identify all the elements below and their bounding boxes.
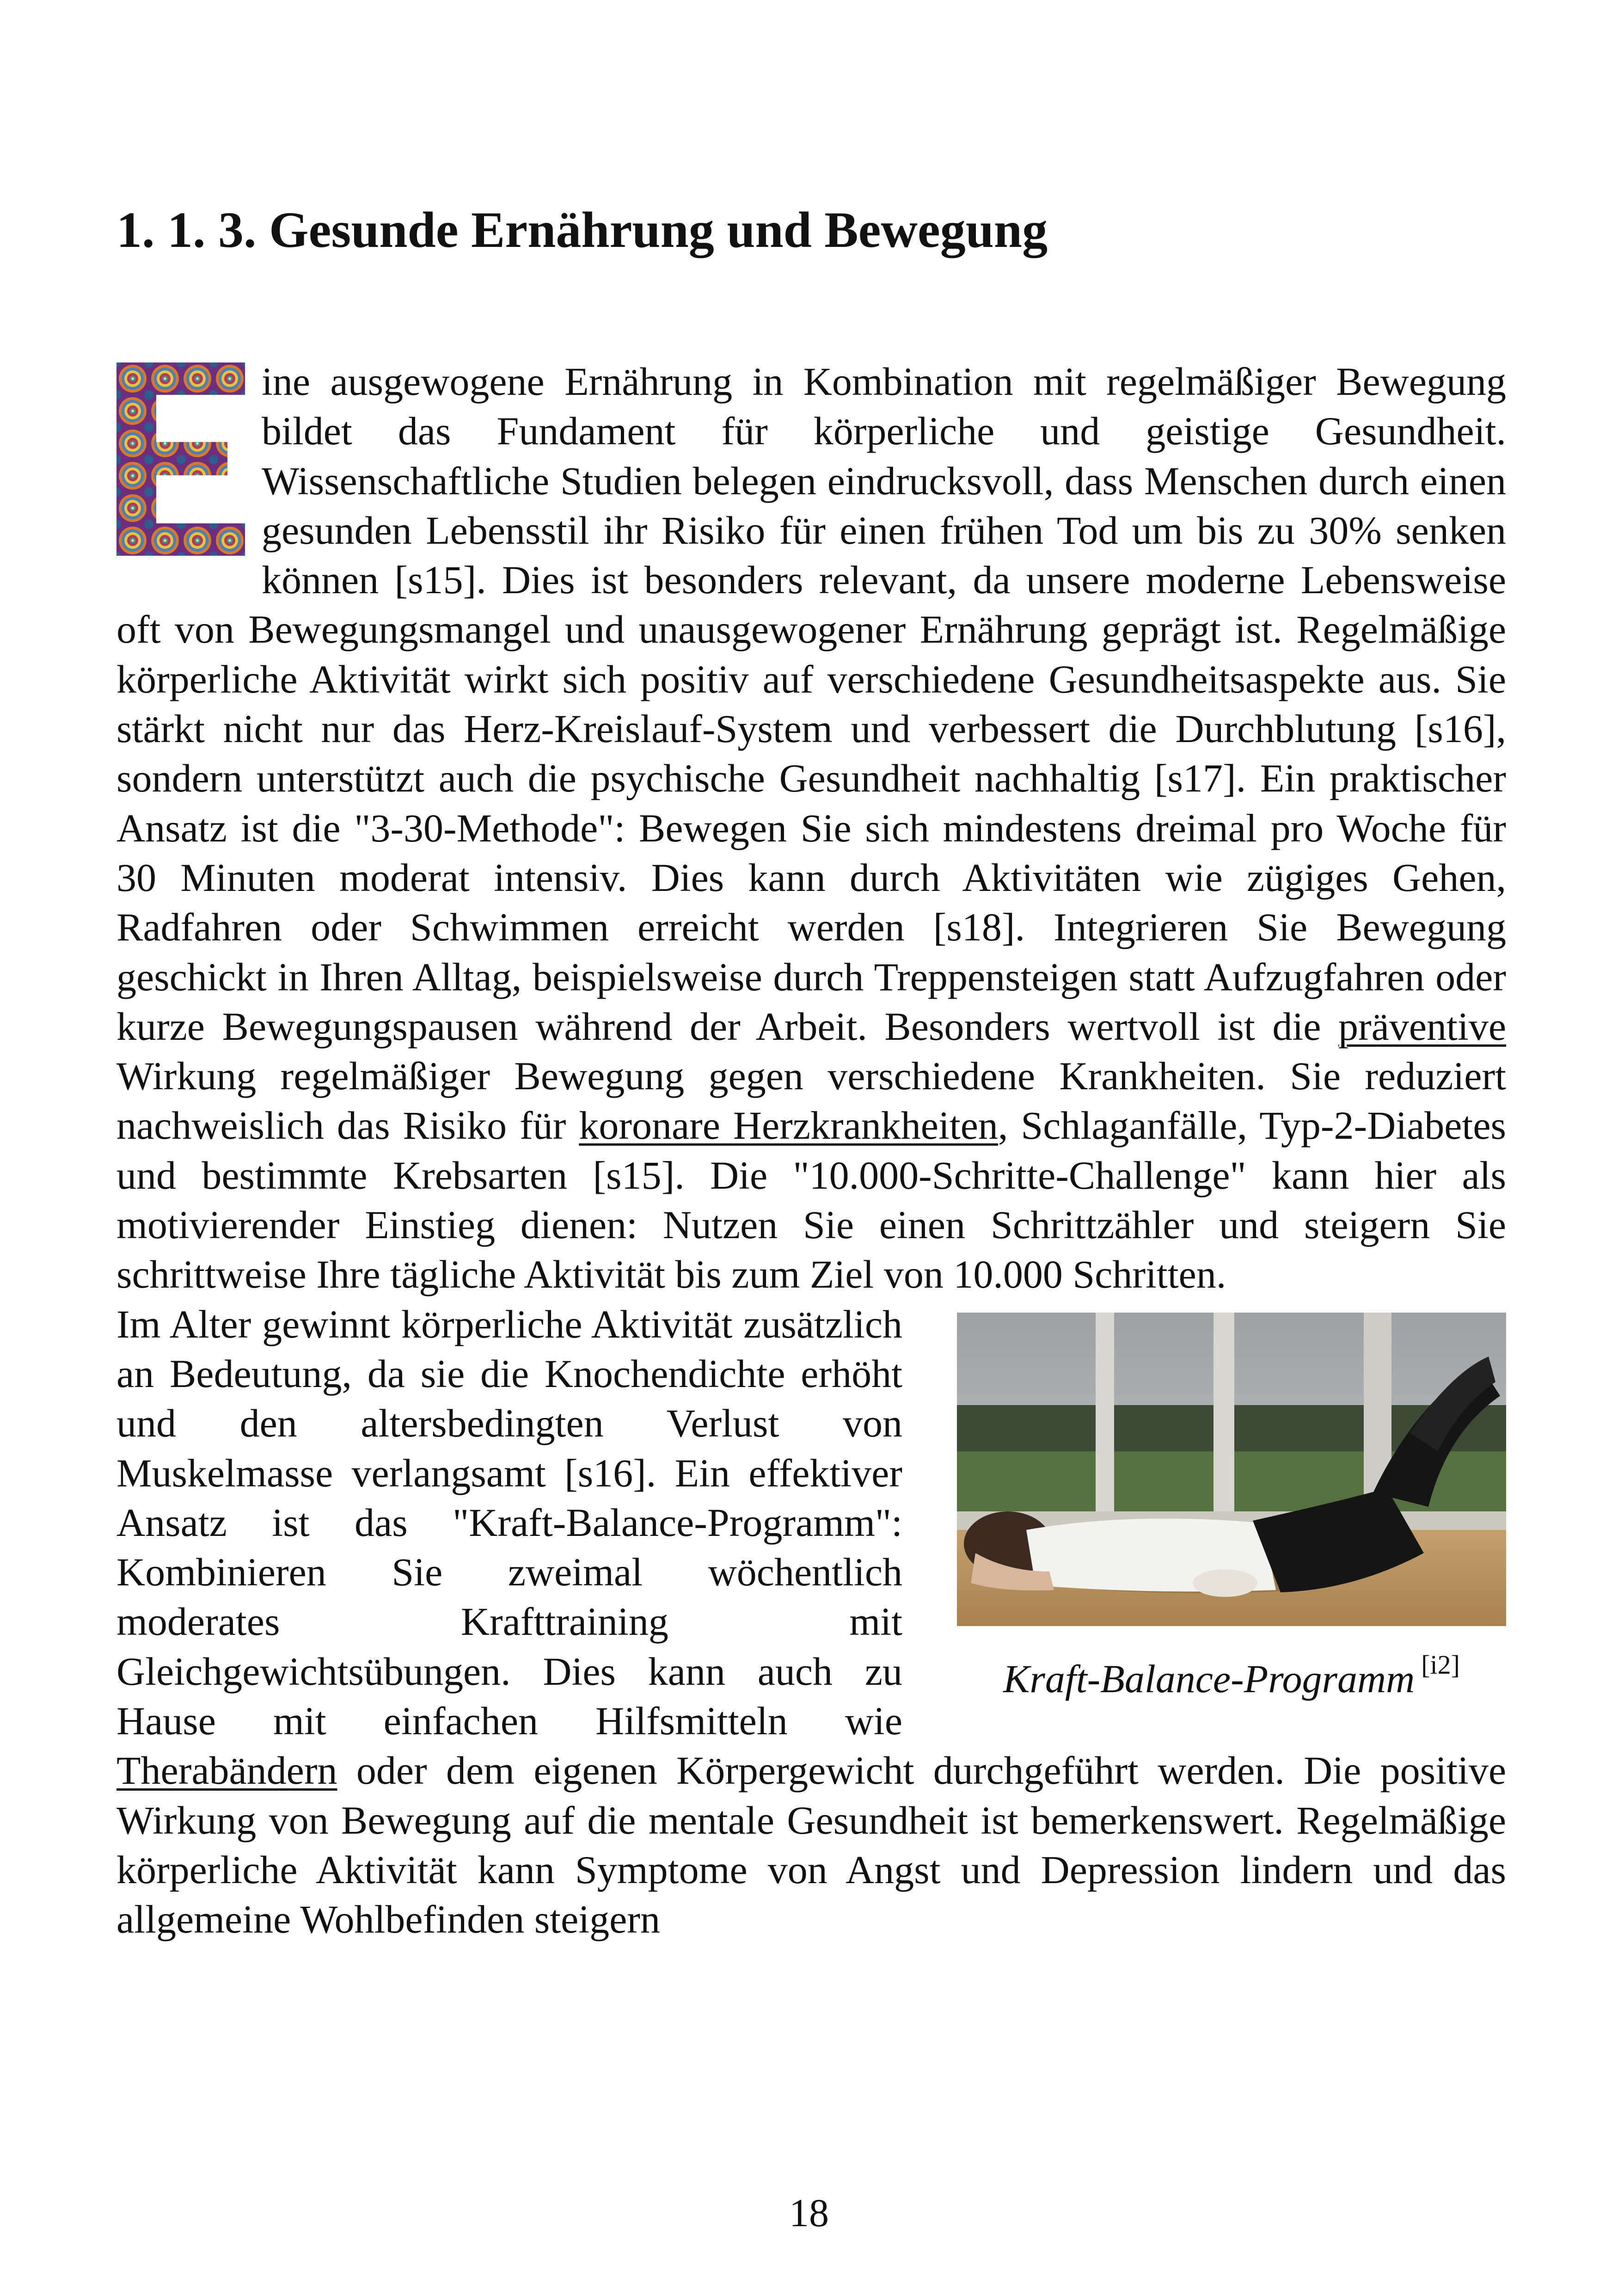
link-therabaendern[interactable]: Therabändern [116,1748,337,1793]
page-number: 18 [789,2191,829,2235]
paragraph-2 [116,1300,1506,1945]
exercise-photo [957,1313,1506,1626]
figure-caption-text: Kraft-Balance-Programm [1003,1656,1415,1701]
ornamental-e-icon [116,362,245,556]
dropcap-letter-e [116,362,245,556]
figure [957,1313,1506,1702]
paragraph-2-text: Im Alter gewinnt körperliche Aktivität zusätzlich an Bedeutung, da sie die Knochendichte erhöht und den altersbedingten Verlust von Muskelmasse verlangsamt [s16]. Ein effektiver Ansatz ist das "Kraft-Balance-Programm": Kombinieren Sie zweimal wöchentlich moderates Krafttraining mit Gleichgewichtsübungen. Dies kann auch zu Hause mit einfachen Hilfsmitteln wie [116,1301,902,1743]
section-heading: 1. 1. 3. Gesunde Ernährung und Bewegung [116,202,1048,258]
paragraph-1-text-3: , Schlaganfälle, Typ-2-Diabetes und bestimmte Krebsarten [s15]. Die "10.000-Schritte-Challenge" kann hier als motivierender Einstieg dienen: Nutzen Sie einen Schrittzähler und steigern Sie schrittweise Ihre tägliche Aktivität bis zum Ziel von 10.000 Schritten. [116,1103,1506,1297]
figure-caption-ref: [i2] [1421,1649,1460,1680]
paragraph-2-text-2: oder dem eigenen Körpergewicht durchgeführt werden. Die positive Wirkung von Bewegung auf die mentale Gesundheit ist bemerkenswert. Regelmäßige körperliche Aktivität kann Symptome von Angst und Depression lindern und das allgemeine Wohlbefinden steigern [116,1748,1506,1942]
paragraph-1-text-2: Wirkung regelmäßiger Bewegung gegen verschiedene Krankheiten. Sie reduziert nachweislich das Risiko für [116,1054,1506,1148]
paragraph-1 [116,357,1506,1300]
link-koronare-herzkrankheiten[interactable]: koronare Herzkrankheiten [579,1103,998,1148]
link-praeventive[interactable]: präventive [1338,1004,1506,1049]
figure-caption [957,1649,1506,1702]
body-text [116,357,1506,1945]
paragraph-1-text: ine ausgewogene Ernährung in Kombination mit regelmäßiger Bewegung bildet das Fundament für körperliche und geistige Gesundheit. Wissenschaftliche Studien belegen eindrucksvoll, dass Menschen durch einen gesunden Lebensstil ihr Risiko für einen frühen Tod um bis zu 30% senken können [s15]. Dies ist besonders relevant, da unsere moderne Lebensweise oft von Bewegungsmangel und unausgewogener Ernährung geprägt ist. Regelmäßige körperliche Aktivität wirkt sich positiv auf verschiedene Gesundheitsaspekte aus. Sie stärkt nicht nur das Herz-Kreislauf-System und verbessert die Durchblutung [s16], sondern unterstützt auch die psychische Gesundheit nachhaltig [s17]. Ein praktischer Ansatz ist die "3-30-Methode": Bewegen Sie sich mindestens dreimal pro Woche für 30 Minuten moderat intensiv. Dies kann durch Aktivitäten wie zügiges Gehen, Radfahren oder Schwimmen erreicht werden [s18]. Integrieren Sie Bewegung geschickt in Ihren Alltag, beispielsweise durch Treppensteigen statt Aufzugfahren oder kurze Bewegungspausen während der Arbeit. Besonders wertvoll ist die [116,359,1506,1049]
